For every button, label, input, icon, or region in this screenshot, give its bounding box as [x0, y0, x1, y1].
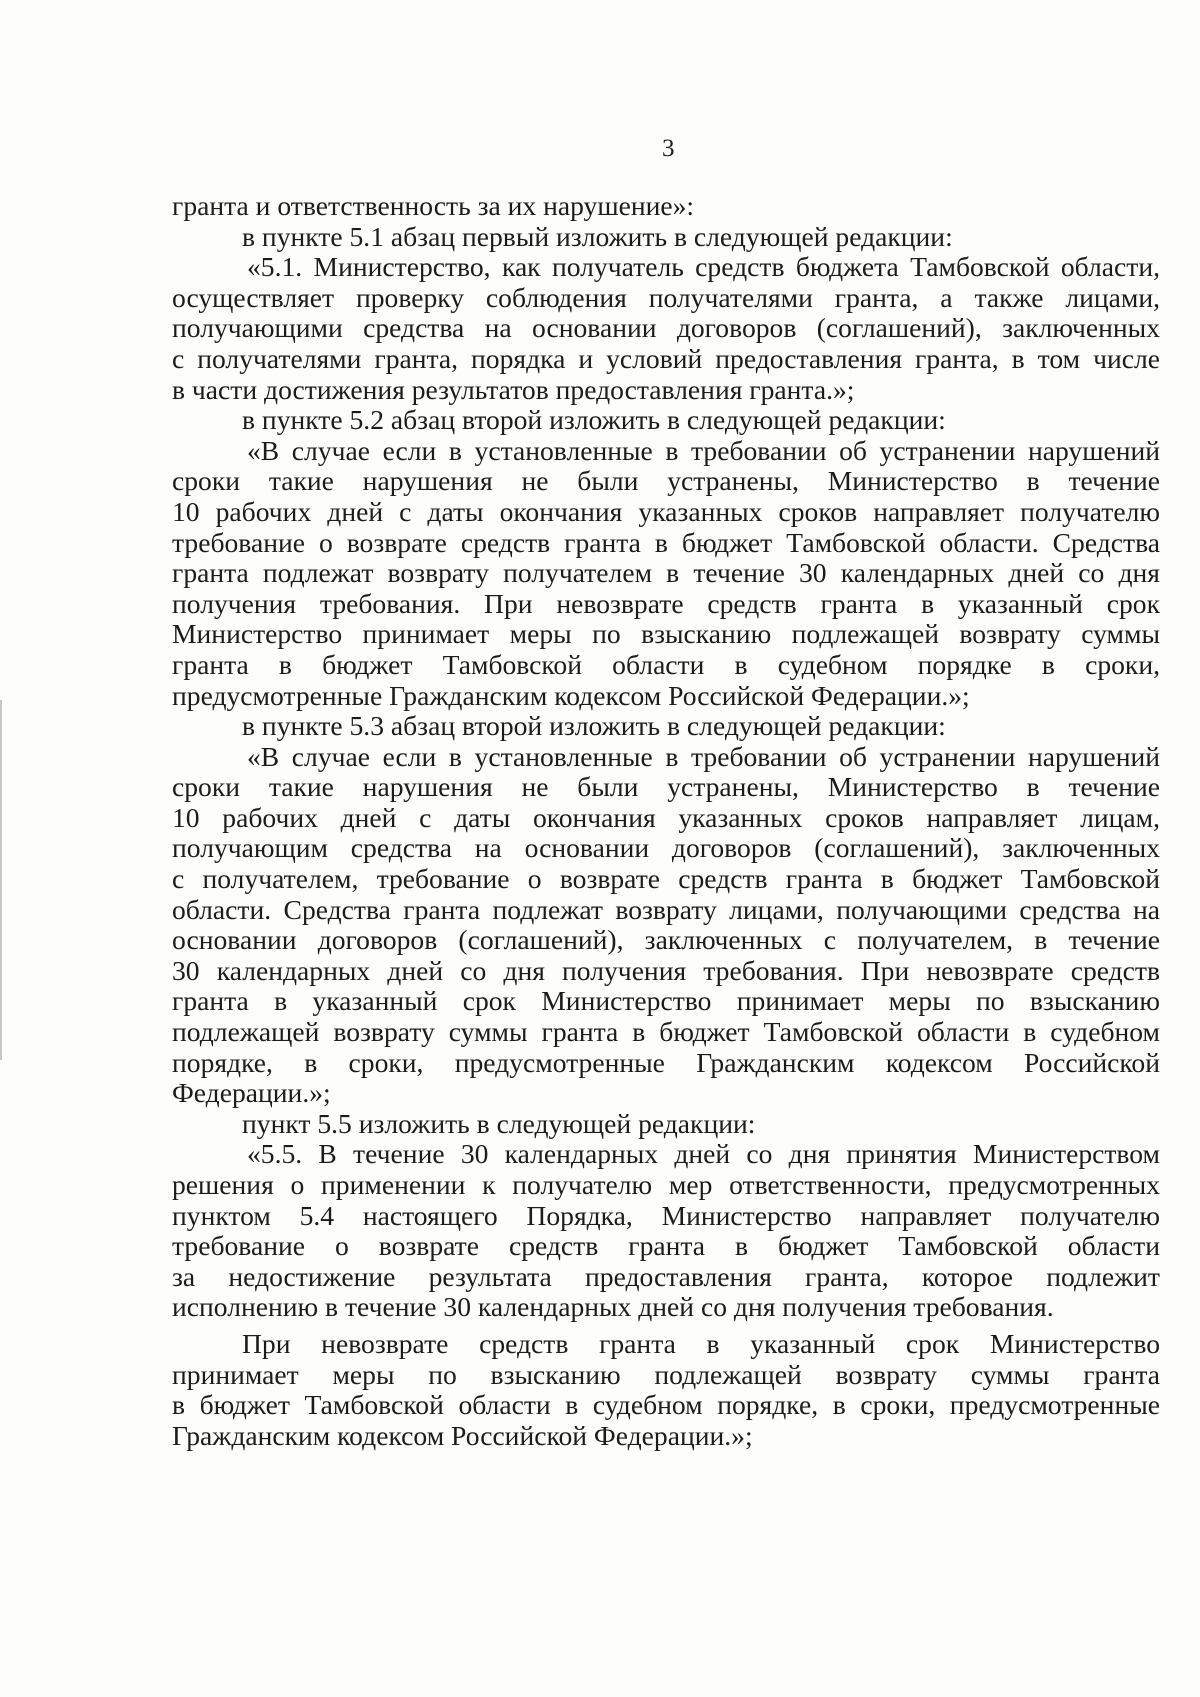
text-line: гранта подлежат возврату получателем в течение 30 календарных дней со дня	[172, 557, 1160, 589]
text-line: гранта в указанный срок Министерство принимает меры по взысканию	[172, 985, 1160, 1017]
text-line: сроки такие нарушения не были устранены, Министерство в течение	[172, 771, 1160, 803]
text-line: решения о применении к получателю мер ответственности, предусмотренных	[172, 1169, 1160, 1200]
text-line: в части достижения результатов предоставления гранта.»;	[172, 373, 855, 405]
text-line: порядке, в сроки, предусмотренные Гражданским кодексом Российской	[172, 1046, 1160, 1078]
text-line: пунктом 5.4 настоящего Порядка, Министерство направляет получателю	[172, 1199, 1160, 1231]
text-line: основании договоров (соглашений), заключенных с получателем, в течение	[172, 924, 1160, 956]
text-line: 10 рабочих дней с даты окончания указанных сроков направляет получателю	[172, 495, 1160, 527]
text-line: за недостижение результата предоставления гранта, которое подлежит	[172, 1260, 1160, 1292]
text-line: 10 рабочих дней с даты окончания указанных сроков направляет лицам,	[172, 801, 1160, 833]
text-line: получающим средства на основании договоров (соглашений), заключенных	[172, 832, 1160, 864]
text-line: в пункте 5.1 абзац первый изложить в следующей редакции:	[242, 220, 953, 252]
text-line: пункт 5.5 изложить в следующей редакции:	[242, 1107, 756, 1139]
text-line: области. Средства гранта подлежат возврату лицами, получающими средства на	[172, 893, 1160, 925]
text-line: «5.5. В течение 30 календарных дней со дня принятия Министерством	[247, 1138, 1160, 1170]
text-line: принимает меры по взысканию подлежащей возврату суммы гранта	[172, 1358, 1160, 1390]
scan-edge-mark	[0, 700, 2, 1060]
text-line: требование о возврате средств гранта в бюджет Тамбовской области	[172, 1230, 1160, 1262]
text-line: При невозврате средств гранта в указанный срок Министерство	[242, 1327, 1160, 1359]
text-line: в бюджет Тамбовской области в судебном порядке, в сроки, предусмотренные	[172, 1389, 1160, 1421]
page-number: 3	[662, 135, 675, 162]
text-line: Гражданским кодексом Российской Федерации.»;	[172, 1419, 753, 1451]
text-line: осуществляет проверку соблюдения получателями гранта, а также лицами,	[172, 281, 1160, 313]
text-line: гранта и ответственность за их нарушение»:	[172, 190, 695, 221]
text-line: в пункте 5.3 абзац второй изложить в следующей редакции:	[242, 710, 946, 742]
text-line: «В случае если в установленные в требовании об устранении нарушений	[247, 740, 1160, 772]
text-line: исполнению в течение 30 календарных дней со дня получения требования.	[172, 1291, 1054, 1323]
document-body	[172, 191, 1160, 1451]
text-line: с получателями гранта, порядка и условий предоставления гранта, в том числе	[172, 342, 1160, 374]
text-line: гранта в бюджет Тамбовской области в судебном порядке в сроки,	[172, 648, 1160, 680]
text-line: предусмотренные Гражданским кодексом Российской Федерации.»;	[172, 679, 970, 711]
text-line: получающими средства на основании договоров (соглашений), заключенных	[172, 312, 1160, 344]
text-line: сроки такие нарушения не были устранены, Министерство в течение	[172, 465, 1160, 497]
text-line: «В случае если в установленные в требовании об устранении нарушений	[247, 434, 1160, 466]
text-line: получения требования. При невозврате средств гранта в указанный срок	[172, 587, 1160, 619]
text-line: с получателем, требование о возврате средств гранта в бюджет Тамбовской	[172, 863, 1160, 895]
text-line: «5.1. Министерство, как получатель средств бюджета Тамбовской области,	[247, 251, 1160, 283]
text-line: Министерство принимает меры по взысканию подлежащей возврату суммы	[172, 618, 1160, 650]
text-line: в пункте 5.2 абзац второй изложить в следующей редакции:	[242, 404, 946, 436]
text-line: требование о возврате средств гранта в бюджет Тамбовской области. Средства	[172, 526, 1160, 558]
text-line: 30 календарных дней со дня получения требования. При невозврате средств	[172, 954, 1160, 986]
text-line: подлежащей возврату суммы гранта в бюджет Тамбовской области в судебном	[172, 1016, 1160, 1048]
text-line: Федерации.»;	[172, 1077, 331, 1109]
